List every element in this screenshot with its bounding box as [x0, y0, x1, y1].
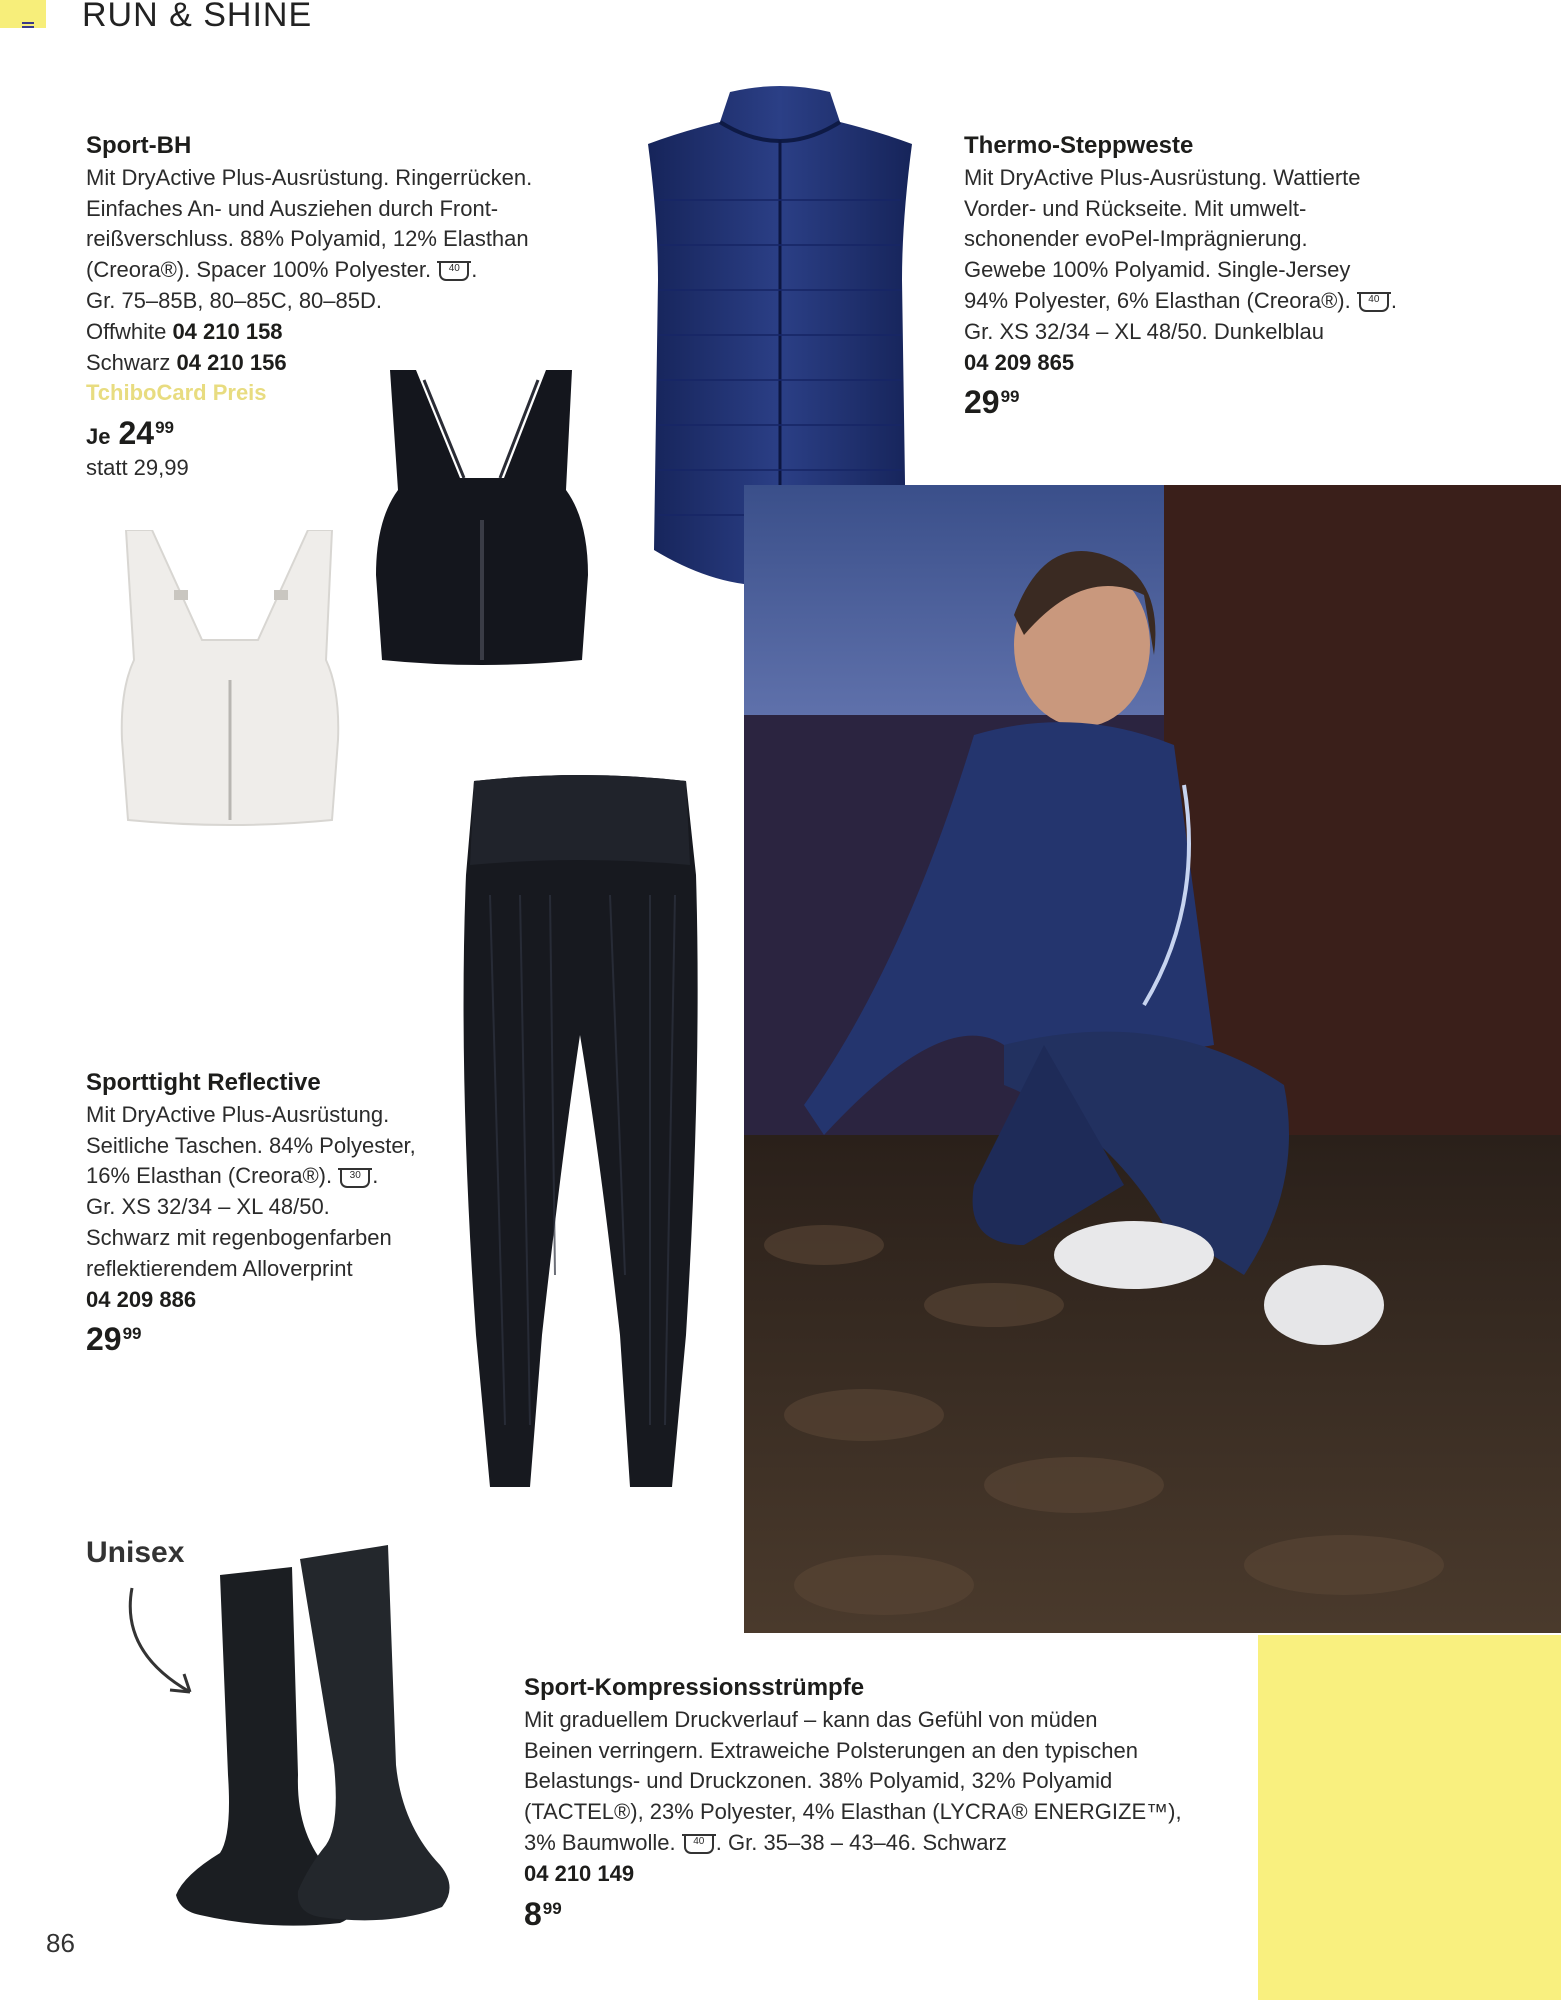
- description-line: Einfaches An- und Ausziehen durch Front-: [86, 195, 499, 221]
- tchibocard-label: TchiboCard Preis: [86, 380, 267, 406]
- description-line: Mit DryActive Plus-Ausrüstung. Ringerrücken.: [86, 164, 533, 190]
- description-line: Gewebe 100% Polyamid. Single-Jersey: [964, 257, 1351, 283]
- accent-yellow-box: [1258, 1635, 1561, 2000]
- section-title: RUN & SHINE: [82, 0, 313, 34]
- description-line: reißverschluss. 88% Polyamid, 12% Elasthan: [86, 226, 529, 252]
- variant-color: Schwarz: [86, 349, 171, 375]
- thermo-steppweste-info: Thermo-Steppweste Mit DryActive Plus-Ausrüstung. Wattierte Vorder- und Rückseite. Mit umwelt- schonender evoPel-Imprägnierung. Gewebe 100% Polyamid. Single-Jersey 94% Polyester, 6% Elasthan (Creora®). 40 . Gr. XS 32/34 – XL 48/50. Dunkelblau 04 209 865 $29^{99}$: [964, 132, 1397, 421]
- article-number: 04 209 886: [86, 1286, 197, 1312]
- description-line: Mit DryActive Plus-Ausrüstung. Wattierte: [964, 164, 1361, 190]
- product-name: Sport-Kompressionsstrümpfe: [524, 1674, 865, 1701]
- color-description: Schwarz mit regenbogenfarben: [86, 1224, 392, 1250]
- description-line: schonender evoPel-Imprägnierung.: [964, 226, 1308, 252]
- description-line: Mit DryActive Plus-Ausrüstung.: [86, 1101, 390, 1127]
- description-line: Vorder- und Rückseite. Mit umwelt-: [964, 195, 1307, 221]
- description-line: 3% Baumwolle.: [524, 1829, 676, 1855]
- description-line: Belastungs- und Druckzonen. 38% Polyamid, 32% Polyamid: [524, 1768, 1113, 1794]
- article-number: 04 210 149: [524, 1860, 635, 1886]
- white-bra-image: [116, 530, 344, 830]
- sizes: Gr. XS 32/34 – XL 48/50. Dunkelblau: [964, 318, 1324, 344]
- article-number: 04 210 156: [176, 349, 287, 375]
- product-name: Thermo-Steppweste: [964, 132, 1194, 159]
- description-line: Seitliche Taschen. 84% Polyester,: [86, 1132, 416, 1158]
- article-number: 04 210 158: [172, 318, 283, 344]
- description-line: Beinen verringern. Extraweiche Polsterungen an den typischen: [524, 1737, 1138, 1763]
- kompression-info: Sport-Kompressionsstrümpfe Mit graduellem Druckverlauf – kann das Gefühl von müden Beinen verringern. Extraweiche Polsterungen an den typischen Belastungs- und Druckzonen. 38% Polyamid, 32% Polyamid (TACTEL®), 23% Polyester, 4% Elasthan (LYCRA® ENERGIZE™), 3% Baumwolle. 40 . Gr. 35–38 – 43–46. Schwarz 04 210 149 $8^{99}$: [524, 1674, 1182, 1932]
- wash-care-icon: 40: [1359, 292, 1389, 312]
- sizes: Gr. XS 32/34 – XL 48/50.: [86, 1194, 330, 1220]
- price: $29^{99}$: [964, 384, 1020, 421]
- product-name: Sporttight Reflective: [86, 1069, 321, 1096]
- article-number: 04 209 865: [964, 349, 1075, 375]
- wash-care-icon: 30: [340, 1168, 370, 1188]
- description-line: (Creora®). Spacer 100% Polyester.: [86, 257, 432, 283]
- description-line: 16% Elasthan (Creora®).: [86, 1163, 333, 1189]
- old-price: statt 29,99: [86, 455, 189, 481]
- description-line: (TACTEL®), 23% Polyester, 4% Elasthan (LYCRA® ENERGIZE™),: [524, 1799, 1182, 1825]
- wash-care-icon: 40: [439, 261, 469, 281]
- black-bra-image: [368, 370, 596, 670]
- wash-care-icon: 40: [684, 1834, 714, 1854]
- price: Je $24^{99}$: [86, 415, 174, 452]
- lifestyle-photo: [744, 485, 1561, 1633]
- description-line: 94% Polyester, 6% Elasthan (Creora®).: [964, 287, 1351, 313]
- variant-color: Offwhite: [86, 318, 167, 344]
- price: $8^{99}$: [524, 1895, 562, 1932]
- sporttight-info: Sporttight Reflective Mit DryActive Plus-Ausrüstung. Seitliche Taschen. 84% Polyester, 16% Elasthan (Creora®). 30 . Gr. XS 32/34 – XL 48/50. Schwarz mit regenbogenfarben reflektierendem Alloverprint 04 209 886 $29^{99}$: [86, 1069, 416, 1358]
- leggings-image: [450, 775, 712, 1495]
- arrow-icon: [120, 1582, 210, 1702]
- sport-bh-info: Sport-BH Mit DryActive Plus-Ausrüstung. Ringerrücken. Einfaches An- und Ausziehen durch Front- reißverschluss. 88% Polyamid, 12% Elasthan (Creora®). Spacer 100% Polyester. 40 . Gr. 75–85B, 80–85C, 80–85D. Offwhite 04 210 158 Schwarz 04 210 156 TchiboCard Preis Je $24^{99}$ statt 29,99: [86, 131, 532, 484]
- product-name: Sport-BH: [86, 132, 192, 159]
- page-number: 86: [46, 1928, 75, 1958]
- price: $29^{99}$: [86, 1321, 142, 1358]
- unisex-label: Unisex: [86, 1536, 185, 1569]
- menu-icon: [22, 22, 34, 30]
- sizes: Gr. 35–38 – 43–46. Schwarz: [728, 1829, 1007, 1855]
- color-description: reflektierendem Alloverprint: [86, 1255, 353, 1281]
- description-line: Mit graduellem Druckverlauf – kann das Gefühl von müden: [524, 1706, 1098, 1732]
- sizes: Gr. 75–85B, 80–85C, 80–85D.: [86, 287, 382, 313]
